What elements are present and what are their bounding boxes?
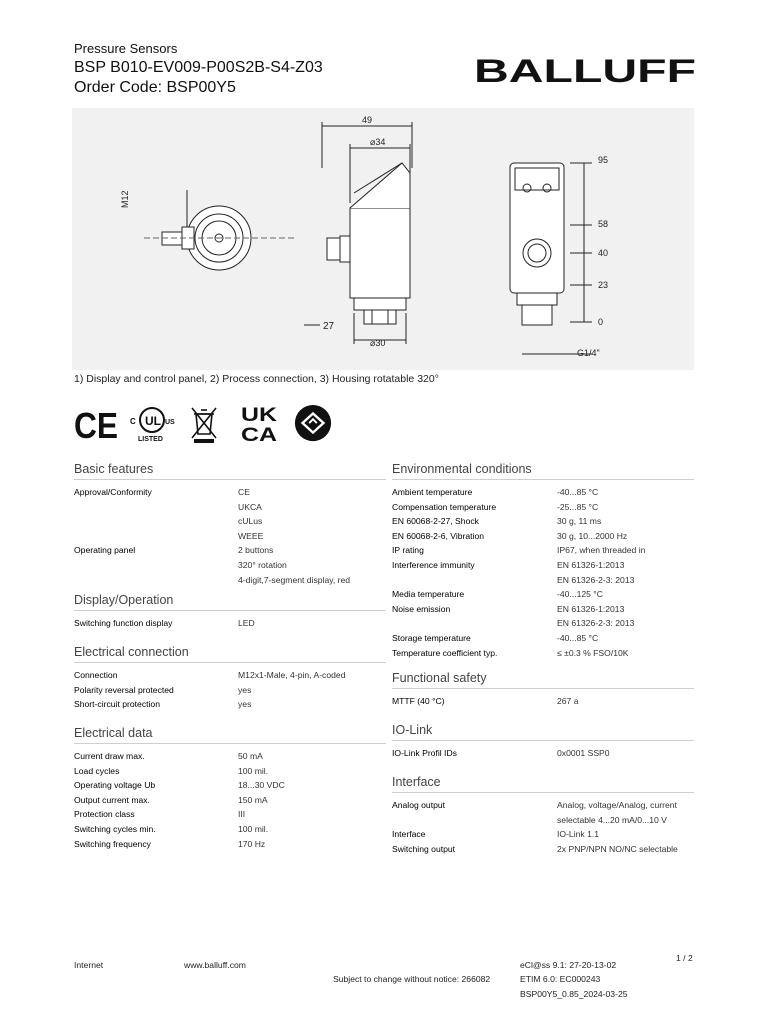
svg-text:US: US: [165, 419, 175, 426]
environmental-conditions-section: [392, 462, 694, 660]
section-title: Display/Operation: [74, 593, 386, 611]
drawing-caption: 1) Display and control panel, 2) Process connection, 3) Housing rotatable 320°: [74, 373, 439, 385]
display-operation-section: [74, 593, 386, 631]
eclass-code: eCl@ss 9.1: 27-20-13-02: [520, 960, 617, 970]
dimension-drawing: [72, 108, 694, 370]
electrical-data-section: [74, 726, 386, 851]
table-row: Load cycles 100 mil.: [74, 765, 269, 776]
ukca-mark-icon: [240, 404, 280, 444]
website-link[interactable]: www.balluff.com: [184, 960, 246, 970]
section-title: Functional safety: [392, 671, 694, 689]
dim-40: 40: [598, 248, 609, 258]
technical-drawing: [72, 108, 694, 370]
table-row: Switching function display LED: [74, 618, 255, 628]
table-row: Operating panel 2 buttons 320° rotation 4-digit,7-segment display, red: [74, 545, 351, 585]
io-link-logo-icon: [292, 404, 334, 444]
table-row: Storage temperature -40...85 °C: [392, 632, 599, 643]
table-row: Switching output 2x PNP/NPN NO/NC selectable: [392, 843, 678, 854]
brand-name: BALLUFF: [474, 54, 696, 86]
page-number: 1 / 2: [676, 953, 693, 963]
dim-d34: ⌀34: [370, 137, 386, 147]
basic-features-section: [74, 462, 386, 587]
electrical-connection-section: [74, 645, 386, 712]
table-row: Noise emission EN 61326-1:2013 EN 61326-2-3: 2013: [392, 603, 635, 629]
dim-58: 58: [598, 219, 609, 229]
table-row: Temperature coefficient typ. ≤ ±0.3 % FSO/10K: [392, 647, 629, 658]
table-row: Polarity reversal protected yes: [74, 684, 252, 695]
table-row: Interference immunity EN 61326-1:2013 EN 61326-2-3: 2013: [392, 559, 635, 585]
section-title: Electrical connection: [74, 645, 386, 663]
right-view: [510, 163, 592, 354]
culus-listed-icon: [128, 404, 176, 444]
table-row: Interface IO-Link 1.1: [392, 829, 600, 840]
internet-label: Internet: [74, 960, 104, 970]
dim-95: 95: [598, 155, 609, 165]
section-title: Electrical data: [74, 726, 386, 744]
svg-text:CA: CA: [241, 425, 278, 444]
balluff-logo: [474, 54, 698, 86]
table-row: Switching frequency 170 Hz: [74, 838, 266, 849]
svg-text:UL: UL: [145, 414, 161, 428]
table-row: Protection class III: [74, 809, 246, 820]
change-notice: Subject to change without notice: 266082: [333, 974, 491, 984]
dim-0: 0: [598, 317, 604, 327]
section-title: Environmental conditions: [392, 462, 694, 480]
table-row: Media temperature -40...125 °C: [392, 589, 603, 600]
svg-text:LISTED: LISTED: [138, 436, 163, 443]
product-model: BSP B010-EV009-P00S2B-S4-Z03: [74, 59, 323, 76]
dim-49: 49: [362, 115, 373, 125]
dim-23: 23: [598, 280, 609, 290]
svg-text:UK: UK: [241, 405, 278, 426]
svg-text:CE: CE: [74, 405, 118, 444]
dim-27: 27: [323, 321, 335, 332]
table-row: Operating voltage Ub 18...30 VDC: [74, 780, 285, 791]
section-title: IO-Link: [392, 723, 694, 741]
io-link-section: [392, 723, 694, 761]
table-row: MTTF (40 °C) 267 a: [392, 696, 579, 706]
ce-mark-icon: [72, 404, 120, 444]
table-row: Current draw max. 50 mA: [74, 751, 263, 761]
table-row: EN 60068-2-6, Vibration 30 g, 10...2000 Hz: [392, 530, 628, 541]
svg-text:C: C: [130, 417, 136, 426]
dim-m12: M12: [120, 190, 130, 208]
table-row: Output current max. 150 mA: [74, 794, 268, 805]
table-row: Ambient temperature -40...85 °C: [392, 487, 599, 497]
section-title: Basic features: [74, 462, 386, 480]
table-row: Connection M12x1-Male, 4-pin, A-coded: [74, 670, 346, 680]
dim-d30: ⌀30: [370, 338, 386, 348]
order-code: Order Code: BSP00Y5: [74, 79, 236, 96]
table-row: Analog output Analog, voltage/Analog, current selectable 4...20 mA/0...10 V: [392, 800, 677, 825]
interface-section: [392, 775, 694, 856]
dim-g14: G1/4": [577, 348, 600, 358]
side-view: [144, 190, 294, 270]
table-row: Approval/Conformity CE UKCA cULus WEEE: [74, 487, 264, 541]
table-row: Short-circuit protection yes: [74, 699, 252, 710]
table-row: Compensation temperature -25...85 °C: [392, 501, 599, 512]
section-title: Interface: [392, 775, 694, 793]
table-row: EN 60068-2-27, Shock 30 g, 11 ms: [392, 516, 602, 527]
weee-bin-icon: [188, 404, 220, 444]
table-row: IO-Link Profil IDs 0x0001 SSP0: [392, 748, 610, 758]
etim-code: ETIM 6.0: EC000243: [520, 974, 601, 984]
table-row: IP rating IP67, when threaded in: [392, 545, 646, 556]
functional-safety-section: [392, 671, 694, 709]
document-id: BSP00Y5_0.85_2024-03-25: [520, 989, 628, 999]
front-view: [304, 122, 412, 344]
table-row: Switching cycles min. 100 mil.: [74, 823, 269, 834]
product-category: Pressure Sensors: [74, 41, 178, 56]
